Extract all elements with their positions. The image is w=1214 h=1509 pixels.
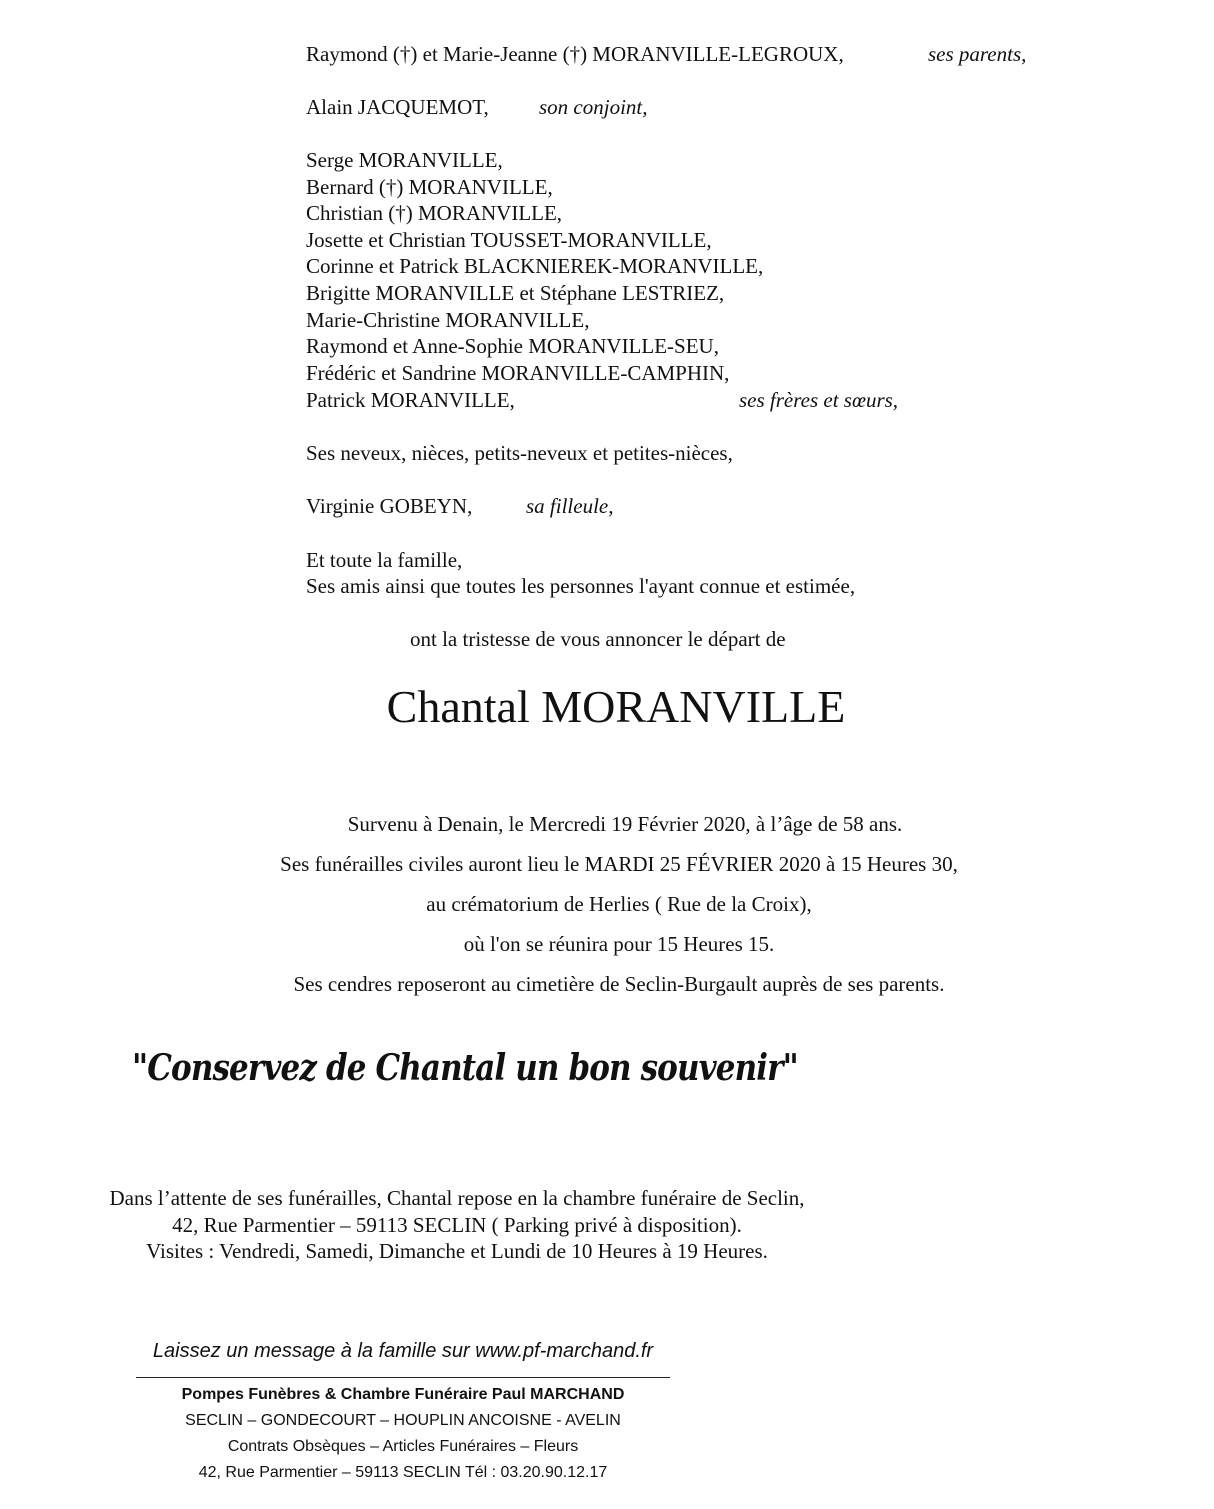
footer-company: Pompes Funèbres & Chambre Funéraire Paul MARCHAND [181,1386,625,1403]
sibling-line: Serge MORANVILLE, [306,148,503,172]
sibling-line: Marie-Christine MORANVILLE, [306,308,590,332]
detail-line: au crématorium de Herlies ( Rue de la Croix), [426,892,812,916]
sibling-line: Brigitte MORANVILLE et Stéphane LESTRIEZ, [306,281,725,305]
sibling-line: Raymond et Anne-Sophie MORANVILLE-SEU, [306,334,719,358]
siblings-role: ses frères et sœurs, [739,388,899,412]
detail-line: où l'on se réunira pour 15 Heures 15. [463,932,775,956]
footer-message: Laissez un message à la famille sur www.pf-marchand.fr [152,1340,654,1362]
footer-address: 42, Rue Parmentier – 59113 SECLIN Tél : 03.20.90.12.17 [198,1464,608,1481]
parents-names: Raymond (†) et Marie-Jeanne (†) MORANVILLE-LEGROUX, [306,42,844,66]
footer-services: Contrats Obsèques – Articles Funéraires – Fleurs [227,1438,579,1455]
wake-line: Dans l’attente de ses funérailles, Chantal repose en la chambre funéraire de Seclin, [109,1186,805,1210]
friends-line: Ses amis ainsi que toutes les personnes l'ayant connue et estimée, [306,574,856,598]
wake-line: 42, Rue Parmentier – 59113 SECLIN ( Parking privé à disposition). [172,1213,742,1237]
sibling-line: Frédéric et Sandrine MORANVILLE-CAMPHIN, [306,361,730,385]
wake-line: Visites : Vendredi, Samedi, Dimanche et Lundi de 10 Heures à 19 Heures. [146,1239,768,1263]
family-line: Et toute la famille, [306,548,463,572]
sibling-line: Bernard (†) MORANVILLE, [306,175,553,199]
parents-role: ses parents, [928,42,1027,66]
spouse-name: Alain JACQUEMOT, [306,95,489,119]
spouse-role: son conjoint, [539,95,648,119]
goddaughter-name: Virginie GOBEYN, [306,494,473,518]
detail-line: Ses funérailles civiles auront lieu le MARDI 25 FÉVRIER 2020 à 15 Heures 30, [280,852,958,876]
deceased-name: Chantal MORANVILLE [386,681,846,732]
footer-towns: SECLIN – GONDECOURT – HOUPLIN ANCOISNE - AVELIN [185,1412,621,1429]
sibling-line: Corinne et Patrick BLACKNIEREK-MORANVILLE, [306,254,764,278]
goddaughter-role: sa filleule, [526,494,614,518]
nephews-line: Ses neveux, nièces, petits-neveux et petites-nièces, [306,441,733,465]
sibling-line: Josette et Christian TOUSSET-MORANVILLE, [306,228,712,252]
memorial-quote: "Conservez de Chantal un bon souvenir" [132,1047,798,1089]
sibling-line: Patrick MORANVILLE, [306,388,515,412]
announcement: ont la tristesse de vous annoncer le départ de [410,627,786,651]
sibling-line: Christian (†) MORANVILLE, [306,201,563,225]
footer-divider [136,1377,670,1378]
detail-line: Survenu à Denain, le Mercredi 19 Février 2020, à l’âge de 58 ans. [347,812,903,836]
detail-line: Ses cendres reposeront au cimetière de Seclin-Burgault auprès de ses parents. [293,972,945,996]
